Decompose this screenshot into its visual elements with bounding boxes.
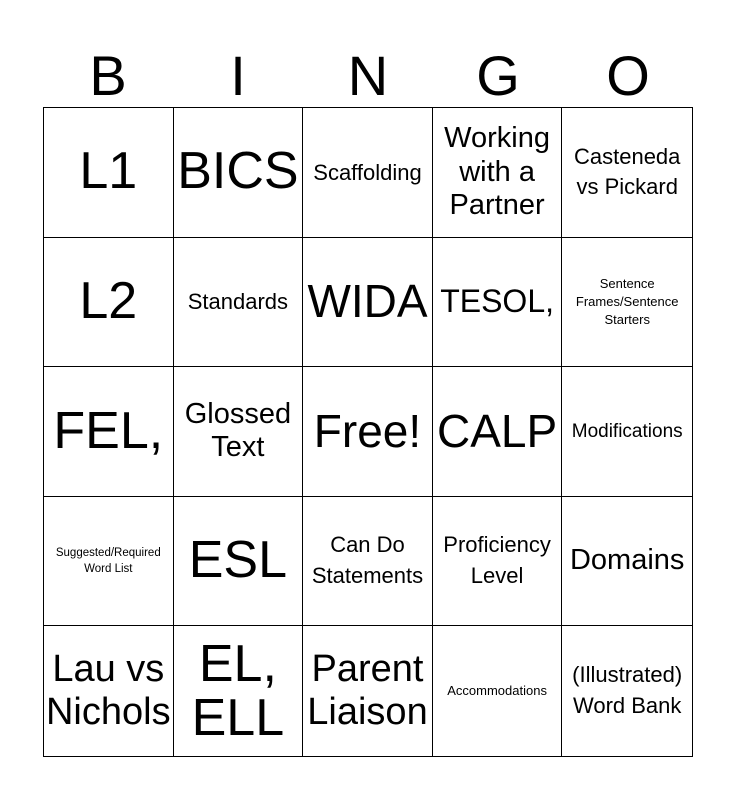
cell-text: Domains: [569, 544, 685, 577]
bingo-cell-r5c5[interactable]: [562, 626, 692, 756]
bingo-cell-r1c3[interactable]: [303, 108, 433, 238]
header-letter-o: O: [606, 44, 650, 107]
bingo-cell-r4c1[interactable]: [44, 497, 174, 627]
cell-text: Accommodations: [447, 682, 547, 698]
bingo-cell-r4c3[interactable]: [303, 497, 433, 627]
bingo-cell-r2c3[interactable]: [303, 238, 433, 368]
bingo-cell-r2c4[interactable]: [433, 238, 563, 368]
bingo-cell-r1c5[interactable]: [562, 108, 692, 238]
bingo-cell-r4c5[interactable]: [562, 497, 692, 627]
cell-text: Scaffolding: [313, 159, 422, 185]
header-letter-b: B: [89, 44, 127, 107]
bingo-cell-r4c4[interactable]: [433, 497, 563, 627]
cell-text: CALP: [437, 405, 558, 458]
cell-text: BICS: [177, 142, 299, 201]
bingo-cell-r3c1[interactable]: [44, 367, 174, 497]
bingo-cell-r1c2[interactable]: [174, 108, 304, 238]
cell-text: Lau vs Nichols: [45, 647, 171, 734]
cell-text: L1: [79, 142, 138, 201]
header-letter-n: N: [347, 44, 389, 107]
cell-text: FEL,: [53, 401, 164, 460]
header-letter-g: G: [476, 44, 520, 107]
bingo-header: [43, 40, 693, 108]
bingo-cell-r2c1[interactable]: [44, 238, 174, 368]
cell-text: Glossed Text: [184, 398, 292, 464]
cell-text: EL, ELL: [191, 634, 285, 748]
cell-text: L2: [79, 271, 138, 330]
cell-text: Parent Liaison: [307, 647, 428, 734]
bingo-cell-r3c2[interactable]: [174, 367, 304, 497]
cell-text: Modifications: [571, 420, 683, 442]
cell-text: Sentence Frames/Sentence Starters: [575, 275, 679, 327]
bingo-cell-r3c5[interactable]: [562, 367, 692, 497]
cell-text: WIDA: [307, 275, 428, 328]
cell-text: Suggested/Required Word List: [55, 547, 161, 576]
bingo-cell-r3c4[interactable]: [433, 367, 563, 497]
bingo-cell-r5c1[interactable]: [44, 626, 174, 756]
bingo-cell-r4c2[interactable]: [174, 497, 304, 627]
bingo-cell-r3c3[interactable]: [303, 367, 433, 497]
cell-text: ESL: [188, 531, 288, 590]
cell-text: Standards: [187, 289, 289, 315]
cell-text: Casteneda vs Pickard: [573, 143, 681, 200]
bingo-board: [43, 107, 693, 757]
cell-text: TESOL,: [440, 283, 554, 320]
bingo-cell-r1c1[interactable]: [44, 108, 174, 238]
bingo-cell-r2c5[interactable]: [562, 238, 692, 368]
header-letter-i: I: [230, 44, 246, 107]
cell-text: Free!: [313, 405, 422, 458]
cell-text: (Illustrated) Word Bank: [572, 662, 683, 719]
bingo-cell-r1c4[interactable]: [433, 108, 563, 238]
cell-text: Proficiency Level: [443, 532, 551, 589]
cell-text: Can Do Statements: [311, 532, 424, 589]
bingo-cell-r2c2[interactable]: [174, 238, 304, 368]
bingo-cell-r5c3[interactable]: [303, 626, 433, 756]
cell-text: Working with a Partner: [444, 122, 551, 221]
bingo-cell-r5c2[interactable]: [174, 626, 304, 756]
bingo-cell-r5c4[interactable]: [433, 626, 563, 756]
